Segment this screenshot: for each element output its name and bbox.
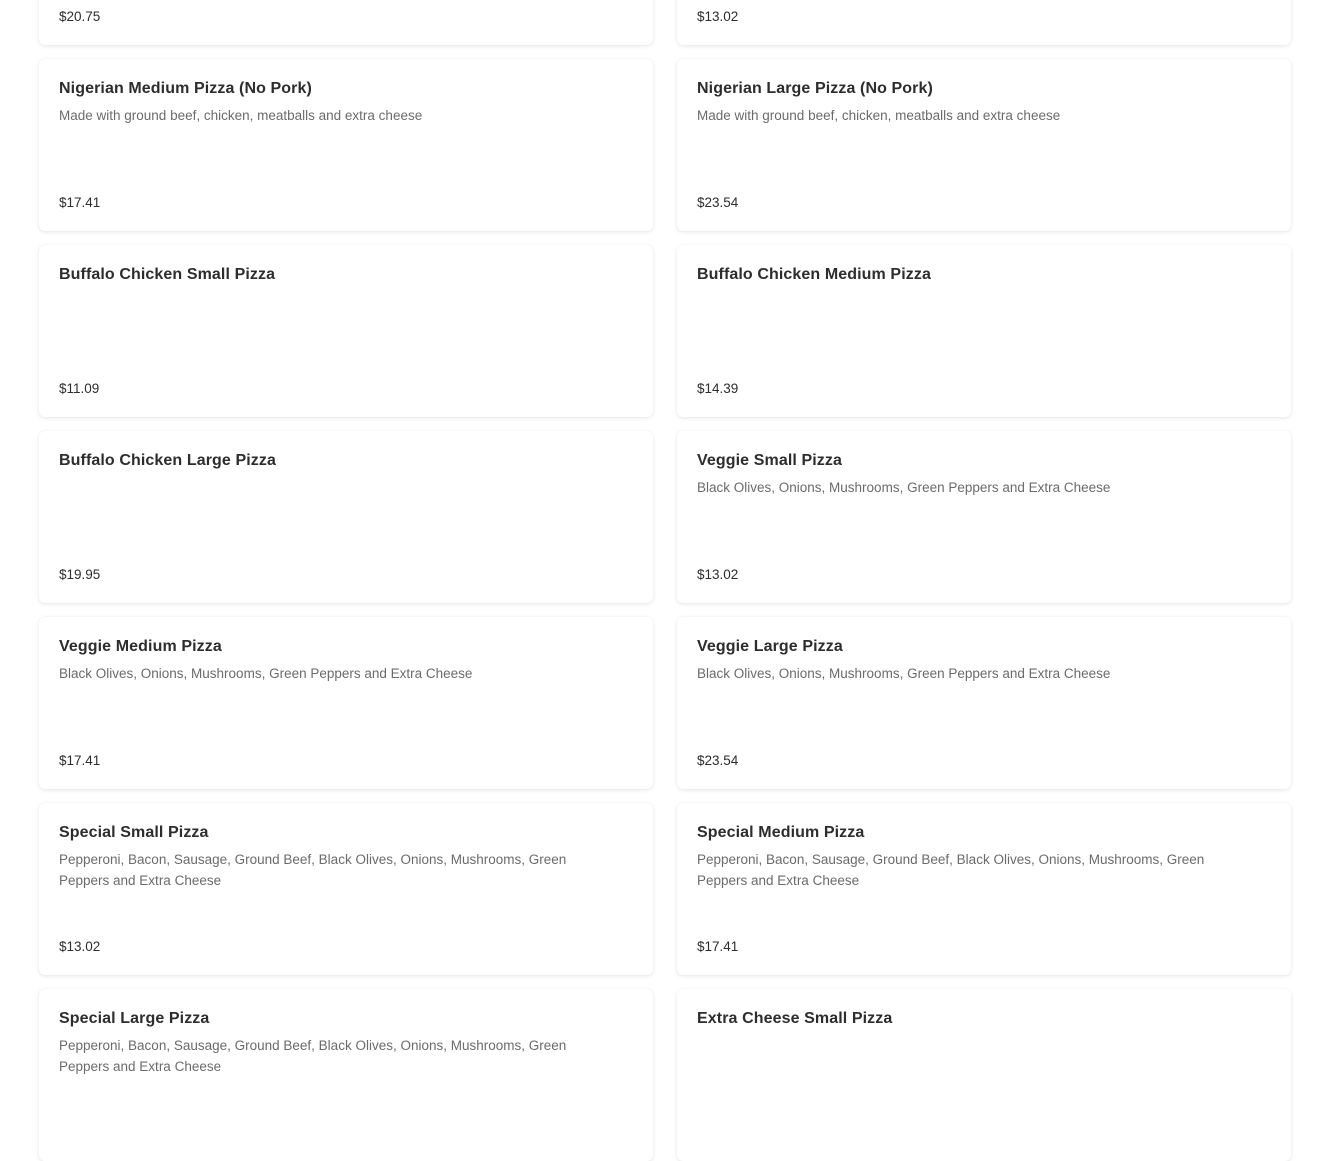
menu-item-price: $23.54 — [697, 753, 739, 768]
menu-item-price: $13.02 — [697, 9, 739, 24]
menu-item-name: Buffalo Chicken Large Pizza — [59, 452, 276, 469]
menu-item-card[interactable] — [677, 803, 1291, 975]
menu-item-name: Buffalo Chicken Medium Pizza — [697, 266, 931, 283]
menu-item-name: Buffalo Chicken Small Pizza — [59, 266, 276, 283]
menu-item-name: Veggie Medium Pizza — [59, 638, 222, 655]
menu-item-card[interactable] — [39, 245, 653, 417]
menu-item-name: Nigerian Large Pizza (No Pork) — [697, 80, 933, 97]
menu-item-card[interactable] — [677, 59, 1291, 231]
menu-item-price: $14.39 — [697, 381, 739, 396]
menu-item-card[interactable] — [677, 989, 1291, 1161]
menu-item-name: Special Large Pizza — [59, 1010, 210, 1027]
menu-item-description: Black Olives, Onions, Mushrooms, Green Peppers and Extra Cheese — [697, 480, 1111, 495]
menu-item-description: Pepperoni, Bacon, Sausage, Ground Beef, Black Olives, Onions, Mushrooms, Green Peppers and Extra Cheese — [59, 1038, 567, 1074]
menu-item-price: $13.02 — [59, 939, 101, 954]
menu-item-description: Pepperoni, Bacon, Sausage, Ground Beef, Black Olives, Onions, Mushrooms, Green Peppers and Extra Cheese — [59, 852, 567, 888]
menu-item-price: $19.95 — [59, 567, 101, 582]
menu-item-price: $23.54 — [697, 195, 739, 210]
menu-item-name: Veggie Small Pizza — [697, 452, 842, 469]
menu-item-price: $17.41 — [59, 195, 101, 210]
menu-item-card[interactable] — [677, 617, 1291, 789]
menu-item-description: Pepperoni, Bacon, Sausage, Ground Beef, Black Olives, Onions, Mushrooms, Green Peppers and Extra Cheese — [697, 852, 1205, 888]
menu-item-description: Black Olives, Onions, Mushrooms, Green Peppers and Extra Cheese — [697, 666, 1111, 681]
menu-item-price: $13.02 — [697, 567, 739, 582]
menu-item-name: Special Small Pizza — [59, 824, 209, 841]
menu-item-name: Extra Cheese Small Pizza — [697, 1010, 893, 1027]
menu-item-name: Veggie Large Pizza — [697, 638, 843, 655]
menu-item-description: Black Olives, Onions, Mushrooms, Green Peppers and Extra Cheese — [59, 666, 473, 681]
menu-item-name: Special Medium Pizza — [697, 824, 865, 841]
menu-item-price: $20.75 — [59, 9, 101, 24]
menu-item-description: Made with ground beef, chicken, meatballs and extra cheese — [697, 108, 1061, 123]
menu-item-card[interactable] — [677, 245, 1291, 417]
menu-item-card[interactable] — [39, 803, 653, 975]
menu-item-price: $11.09 — [59, 381, 100, 396]
menu-item-price: $17.41 — [59, 753, 101, 768]
menu-item-card[interactable] — [39, 617, 653, 789]
menu-item-card[interactable] — [39, 431, 653, 603]
menu-item-card[interactable] — [677, 0, 1291, 45]
menu-item-card[interactable] — [39, 989, 653, 1161]
menu-item-card[interactable] — [677, 431, 1291, 603]
menu-item-card[interactable] — [39, 59, 653, 231]
menu-item-grid — [39, 0, 1291, 1161]
menu-item-name: Nigerian Medium Pizza (No Pork) — [59, 80, 312, 97]
menu-item-price: $17.41 — [697, 939, 739, 954]
menu-item-card[interactable] — [39, 0, 653, 45]
menu-item-description: Made with ground beef, chicken, meatballs and extra cheese — [59, 108, 423, 123]
